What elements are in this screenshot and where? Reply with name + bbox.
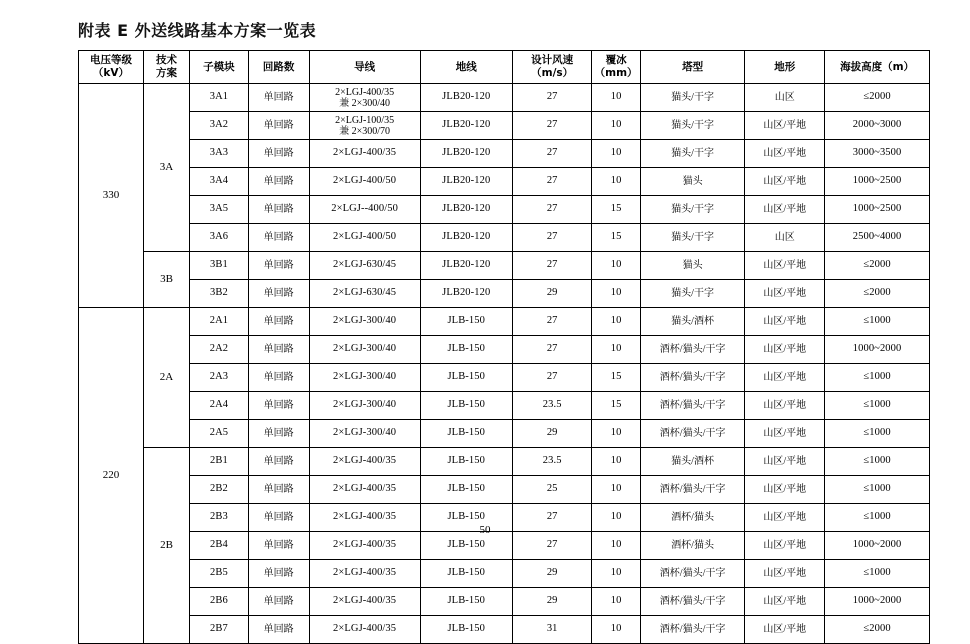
tower-type-cell: 酒杯/猫头 (640, 504, 745, 532)
module-cell: 2A5 (190, 420, 249, 448)
ground-wire-cell: JLB-150 (420, 308, 512, 336)
circuits-cell: 单回路 (248, 420, 309, 448)
circuits-cell: 单回路 (248, 532, 309, 560)
ground-wire-cell: JLB20-120 (420, 168, 512, 196)
table-row (79, 560, 930, 588)
wind-speed-cell: 27 (512, 364, 592, 392)
table-row (79, 84, 930, 112)
ground-wire-cell: JLB20-120 (420, 140, 512, 168)
wind-speed-cell: 25 (512, 476, 592, 504)
altitude-cell: ≤1000 (825, 392, 930, 420)
ice-thickness-cell: 10 (592, 84, 640, 112)
module-cell: 2A1 (190, 308, 249, 336)
circuits-cell: 单回路 (248, 140, 309, 168)
table-row (79, 224, 930, 252)
wind-speed-cell: 27 (512, 112, 592, 140)
tower-type-cell: 酒杯/猫头/干字 (640, 420, 745, 448)
ground-wire-cell: JLB20-120 (420, 112, 512, 140)
ice-thickness-cell: 10 (592, 280, 640, 308)
circuits-cell: 单回路 (248, 252, 309, 280)
wind-speed-cell: 27 (512, 84, 592, 112)
wind-speed-cell: 27 (512, 252, 592, 280)
circuits-cell: 单回路 (248, 616, 309, 644)
circuits-cell: 单回路 (248, 336, 309, 364)
ground-wire-cell: JLB20-120 (420, 252, 512, 280)
conductor-cell: 2×LGJ-630/45 (309, 280, 420, 308)
ground-wire-cell: JLB-150 (420, 420, 512, 448)
ground-wire-cell: JLB20-120 (420, 224, 512, 252)
ice-thickness-cell: 10 (592, 252, 640, 280)
circuits-cell: 单回路 (248, 476, 309, 504)
ice-thickness-cell: 10 (592, 448, 640, 476)
terrain-cell: 山区/平地 (745, 336, 825, 364)
conductor-cell: 2×LGJ-400/35 (309, 616, 420, 644)
conductor-cell: 2×LGJ-400/35 (309, 588, 420, 616)
terrain-cell: 山区/平地 (745, 588, 825, 616)
altitude-cell: ≤2000 (825, 252, 930, 280)
altitude-cell: 2000~3000 (825, 112, 930, 140)
wind-speed-cell: 27 (512, 532, 592, 560)
altitude-cell: ≤2000 (825, 280, 930, 308)
tower-type-cell: 猫头/干字 (640, 112, 745, 140)
altitude-cell: ≤2000 (825, 616, 930, 644)
ground-wire-cell: JLB-150 (420, 560, 512, 588)
column-header-3: 回路数 (248, 51, 309, 84)
circuits-cell: 单回路 (248, 392, 309, 420)
table-row (79, 140, 930, 168)
terrain-cell: 山区/平地 (745, 252, 825, 280)
circuits-cell: 单回路 (248, 560, 309, 588)
column-header-4: 导线 (309, 51, 420, 84)
ice-thickness-cell: 10 (592, 616, 640, 644)
column-header-6: 设计风速 （m/s） (512, 51, 592, 84)
module-cell: 2B6 (190, 588, 249, 616)
page-number: 50 (479, 524, 491, 536)
wind-speed-cell: 29 (512, 588, 592, 616)
circuits-cell: 单回路 (248, 308, 309, 336)
conductor-cell: 2×LGJ-100/35 兼 2×300/70 (309, 112, 420, 140)
altitude-cell: ≤1000 (825, 476, 930, 504)
terrain-cell: 山区/平地 (745, 616, 825, 644)
module-cell: 3A1 (190, 84, 249, 112)
wind-speed-cell: 23.5 (512, 448, 592, 476)
circuits-cell: 单回路 (248, 168, 309, 196)
column-header-2: 子模块 (190, 51, 249, 84)
circuits-cell: 单回路 (248, 84, 309, 112)
terrain-cell: 山区/平地 (745, 476, 825, 504)
module-cell: 2B2 (190, 476, 249, 504)
tower-type-cell: 猫头/酒杯 (640, 308, 745, 336)
wind-speed-cell: 29 (512, 420, 592, 448)
ground-wire-cell: JLB-150 (420, 532, 512, 560)
terrain-cell: 山区/平地 (745, 448, 825, 476)
circuits-cell: 单回路 (248, 504, 309, 532)
ice-thickness-cell: 10 (592, 588, 640, 616)
conductor-cell: 2×LGJ-630/45 (309, 252, 420, 280)
module-cell: 3A6 (190, 224, 249, 252)
conductor-cell: 2×LGJ-300/40 (309, 392, 420, 420)
tower-type-cell: 酒杯/猫头/干字 (640, 364, 745, 392)
wind-speed-cell: 27 (512, 140, 592, 168)
scheme-cell: 3B (143, 252, 189, 308)
terrain-cell: 山区/平地 (745, 112, 825, 140)
module-cell: 3A3 (190, 140, 249, 168)
ground-wire-cell: JLB20-120 (420, 84, 512, 112)
altitude-cell: 1000~2500 (825, 168, 930, 196)
column-header-10: 海拔高度（m） (825, 51, 930, 84)
circuits-cell: 单回路 (248, 448, 309, 476)
tower-type-cell: 酒杯/猫头/干字 (640, 336, 745, 364)
ground-wire-cell: JLB-150 (420, 504, 512, 532)
tower-type-cell: 猫头/干字 (640, 196, 745, 224)
wind-speed-cell: 27 (512, 224, 592, 252)
ice-thickness-cell: 10 (592, 532, 640, 560)
tower-type-cell: 酒杯/猫头/干字 (640, 392, 745, 420)
tower-type-cell: 猫头/干字 (640, 84, 745, 112)
conductor-cell: 2×LGJ-300/40 (309, 336, 420, 364)
ice-thickness-cell: 10 (592, 560, 640, 588)
voltage-level-cell: 220 (79, 308, 144, 644)
tower-type-cell: 酒杯/猫头/干字 (640, 616, 745, 644)
conductor-cell: 2×LGJ-400/35 兼 2×300/40 (309, 84, 420, 112)
circuits-cell: 单回路 (248, 588, 309, 616)
column-header-7: 覆冰 （mm） (592, 51, 640, 84)
ice-thickness-cell: 10 (592, 112, 640, 140)
altitude-cell: ≤1000 (825, 504, 930, 532)
module-cell: 3B2 (190, 280, 249, 308)
voltage-level-cell: 330 (79, 84, 144, 308)
conductor-cell: 2×LGJ-400/35 (309, 504, 420, 532)
table-header (79, 51, 930, 84)
terrain-cell: 山区/平地 (745, 532, 825, 560)
tower-type-cell: 猫头/酒杯 (640, 448, 745, 476)
terrain-cell: 山区/平地 (745, 560, 825, 588)
module-cell: 2B1 (190, 448, 249, 476)
altitude-cell: ≤1000 (825, 560, 930, 588)
column-header-5: 地线 (420, 51, 512, 84)
altitude-cell: 1000~2000 (825, 336, 930, 364)
ground-wire-cell: JLB-150 (420, 588, 512, 616)
ground-wire-cell: JLB20-120 (420, 280, 512, 308)
ice-thickness-cell: 10 (592, 420, 640, 448)
wind-speed-cell: 27 (512, 336, 592, 364)
page-title: 附表 E 外送线路基本方案一览表 (78, 21, 317, 40)
ice-thickness-cell: 10 (592, 168, 640, 196)
column-header-1: 技术 方案 (143, 51, 189, 84)
table-row (79, 196, 930, 224)
terrain-cell: 山区/平地 (745, 280, 825, 308)
wind-speed-cell: 31 (512, 616, 592, 644)
ice-thickness-cell: 10 (592, 308, 640, 336)
altitude-cell: 2500~4000 (825, 224, 930, 252)
table-row (79, 476, 930, 504)
tower-type-cell: 猫头 (640, 252, 745, 280)
altitude-cell: ≤1000 (825, 448, 930, 476)
scheme-cell: 2A (143, 308, 189, 448)
terrain-cell: 山区/平地 (745, 308, 825, 336)
module-cell: 2B4 (190, 532, 249, 560)
table-row (79, 112, 930, 140)
tower-type-cell: 酒杯/猫头/干字 (640, 560, 745, 588)
module-cell: 2A4 (190, 392, 249, 420)
ground-wire-cell: JLB-150 (420, 476, 512, 504)
ice-thickness-cell: 10 (592, 140, 640, 168)
table-row (79, 308, 930, 336)
terrain-cell: 山区/平地 (745, 168, 825, 196)
table-row (79, 168, 930, 196)
conductor-cell: 2×LGJ-400/35 (309, 532, 420, 560)
module-cell: 3A5 (190, 196, 249, 224)
module-cell: 2A3 (190, 364, 249, 392)
table-row (79, 616, 930, 644)
terrain-cell: 山区/平地 (745, 196, 825, 224)
ice-thickness-cell: 15 (592, 364, 640, 392)
module-cell: 2B7 (190, 616, 249, 644)
conductor-cell: 2×LGJ-300/40 (309, 308, 420, 336)
module-cell: 2B5 (190, 560, 249, 588)
circuits-cell: 单回路 (248, 364, 309, 392)
scheme-cell: 3A (143, 84, 189, 252)
module-cell: 3B1 (190, 252, 249, 280)
tower-type-cell: 猫头/干字 (640, 224, 745, 252)
table-row (79, 252, 930, 280)
wind-speed-cell: 27 (512, 504, 592, 532)
ground-wire-cell: JLB-150 (420, 336, 512, 364)
conductor-cell: 2×LGJ-400/50 (309, 168, 420, 196)
table-row (79, 420, 930, 448)
ground-wire-cell: JLB-150 (420, 392, 512, 420)
altitude-cell: 1000~2000 (825, 532, 930, 560)
ground-wire-cell: JLB-150 (420, 364, 512, 392)
column-header-8: 塔型 (640, 51, 745, 84)
table-header-row (79, 51, 930, 84)
ice-thickness-cell: 10 (592, 504, 640, 532)
line-scheme-table (78, 50, 930, 644)
tower-type-cell: 酒杯/猫头/干字 (640, 476, 745, 504)
circuits-cell: 单回路 (248, 280, 309, 308)
conductor-cell: 2×LGJ-400/50 (309, 224, 420, 252)
altitude-cell: ≤1000 (825, 308, 930, 336)
module-cell: 3A4 (190, 168, 249, 196)
ground-wire-cell: JLB20-120 (420, 196, 512, 224)
terrain-cell: 山区/平地 (745, 504, 825, 532)
ice-thickness-cell: 10 (592, 336, 640, 364)
table-row (79, 280, 930, 308)
ice-thickness-cell: 10 (592, 476, 640, 504)
tower-type-cell: 猫头 (640, 168, 745, 196)
conductor-cell: 2×LGJ--400/50 (309, 196, 420, 224)
column-header-0: 电压等级 （kV） (79, 51, 144, 84)
wind-speed-cell: 27 (512, 308, 592, 336)
altitude-cell: ≤2000 (825, 84, 930, 112)
wind-speed-cell: 23.5 (512, 392, 592, 420)
ice-thickness-cell: 15 (592, 392, 640, 420)
ground-wire-cell: JLB-150 (420, 448, 512, 476)
column-header-9: 地形 (745, 51, 825, 84)
wind-speed-cell: 27 (512, 168, 592, 196)
terrain-cell: 山区 (745, 224, 825, 252)
altitude-cell: 1000~2500 (825, 196, 930, 224)
table-row (79, 448, 930, 476)
tower-type-cell: 猫头/干字 (640, 140, 745, 168)
table-row (79, 588, 930, 616)
altitude-cell: 3000~3500 (825, 140, 930, 168)
circuits-cell: 单回路 (248, 196, 309, 224)
module-cell: 2A2 (190, 336, 249, 364)
terrain-cell: 山区/平地 (745, 364, 825, 392)
circuits-cell: 单回路 (248, 224, 309, 252)
altitude-cell: ≤1000 (825, 364, 930, 392)
terrain-cell: 山区 (745, 84, 825, 112)
wind-speed-cell: 27 (512, 196, 592, 224)
table-row (79, 392, 930, 420)
terrain-cell: 山区/平地 (745, 420, 825, 448)
module-cell: 3A2 (190, 112, 249, 140)
tower-type-cell: 酒杯/猫头/干字 (640, 588, 745, 616)
conductor-cell: 2×LGJ-300/40 (309, 420, 420, 448)
conductor-cell: 2×LGJ-400/35 (309, 476, 420, 504)
conductor-cell: 2×LGJ-300/40 (309, 364, 420, 392)
wind-speed-cell: 29 (512, 560, 592, 588)
tower-type-cell: 猫头/干字 (640, 280, 745, 308)
altitude-cell: ≤1000 (825, 420, 930, 448)
altitude-cell: 1000~2000 (825, 588, 930, 616)
ground-wire-cell: JLB-150 (420, 616, 512, 644)
wind-speed-cell: 29 (512, 280, 592, 308)
conductor-cell: 2×LGJ-400/35 (309, 560, 420, 588)
ice-thickness-cell: 15 (592, 196, 640, 224)
terrain-cell: 山区/平地 (745, 140, 825, 168)
circuits-cell: 单回路 (248, 112, 309, 140)
conductor-cell: 2×LGJ-400/35 (309, 140, 420, 168)
module-cell: 2B3 (190, 504, 249, 532)
table-row (79, 364, 930, 392)
scheme-cell: 2B (143, 448, 189, 644)
terrain-cell: 山区/平地 (745, 392, 825, 420)
conductor-cell: 2×LGJ-400/35 (309, 448, 420, 476)
tower-type-cell: 酒杯/猫头 (640, 532, 745, 560)
table-row (79, 336, 930, 364)
table-body (79, 84, 930, 644)
ice-thickness-cell: 15 (592, 224, 640, 252)
